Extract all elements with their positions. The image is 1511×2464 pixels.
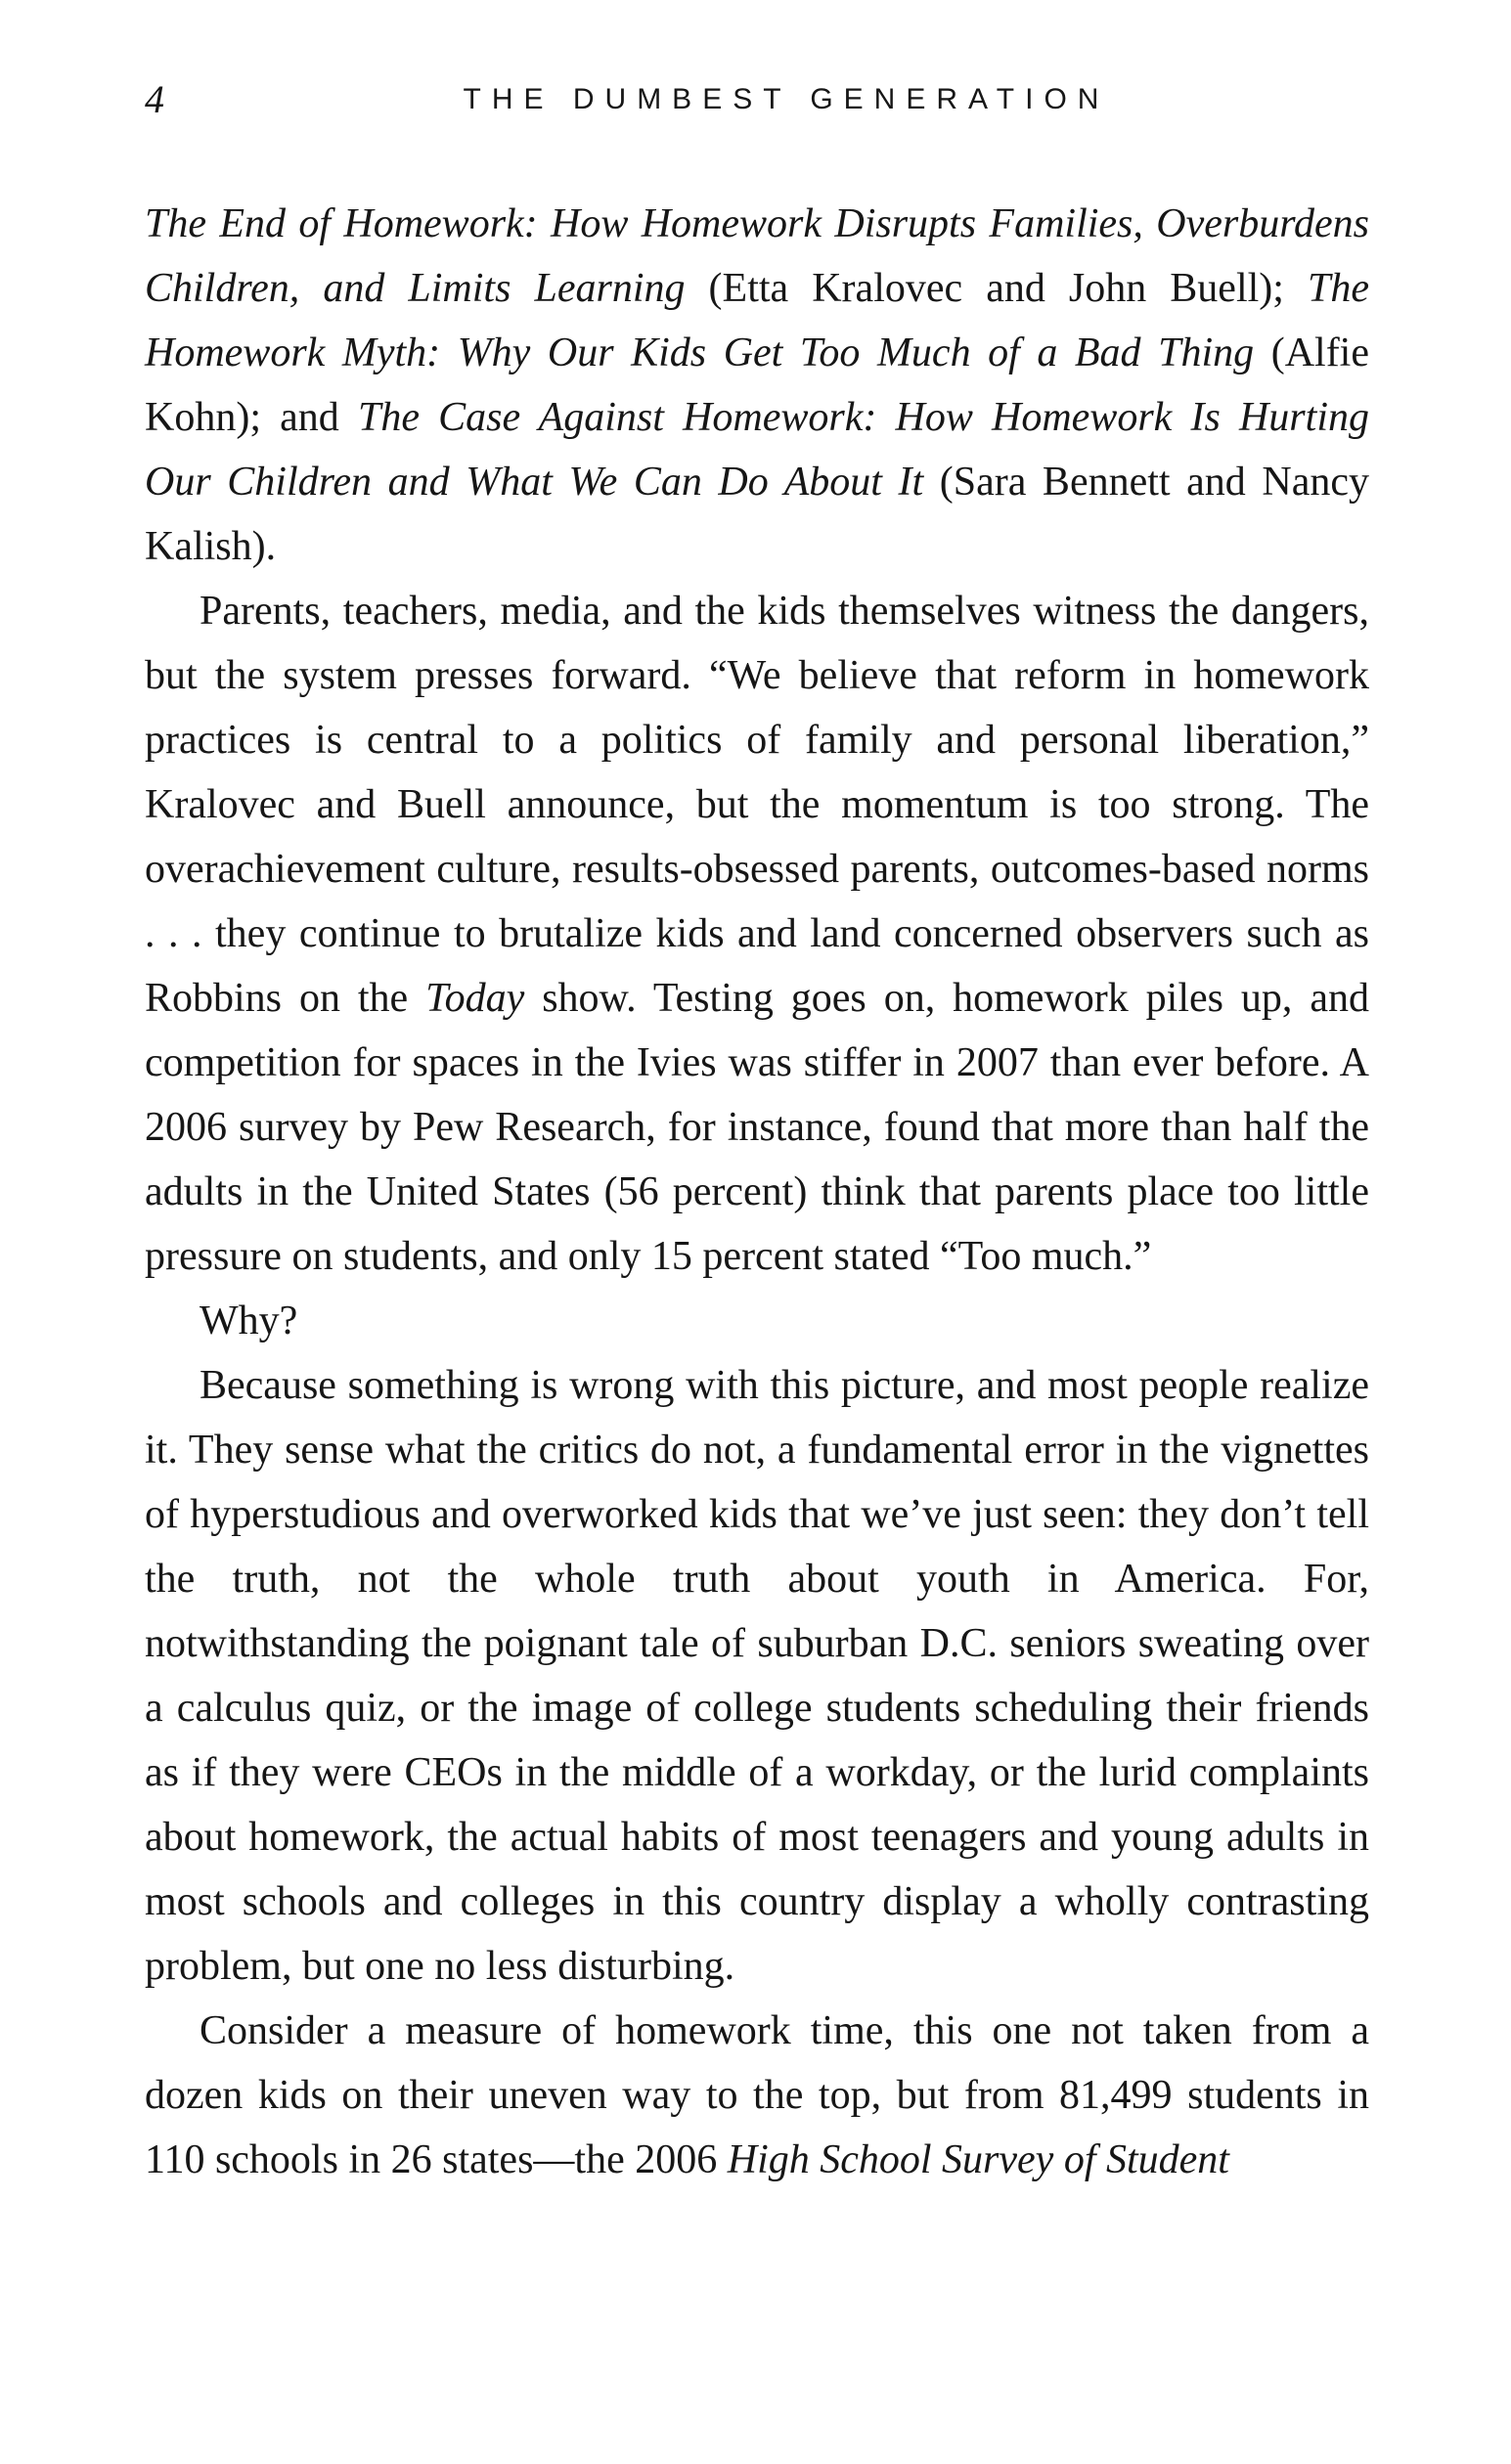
- book-title: The Case Against Homework: How Homework Is Hurting Our Children and What We Can Do About It: [145, 395, 1369, 505]
- page-number: 4: [145, 77, 164, 121]
- book-authors: (Alfie Kohn); and: [145, 330, 1369, 440]
- paragraph-homework-measure: [145, 1999, 1369, 2192]
- survey-title: High School Survey of Student: [727, 2137, 1229, 2182]
- show-title: Today: [425, 976, 525, 1021]
- paragraph-text: Parents, teachers, media, and the kids themselves witness the dangers, but the system presses forward. “We believe that reform in homework practices is central to a politics of family and personal liberation,” Kralovec and Buell announce, but the momentum is too strong. The overachievement culture, results-obsessed parents, outcomes-based norms . . . they continue to brutalize kids and land concerned observers such as Robbins on the: [145, 589, 1369, 1021]
- page-header: [145, 70, 1369, 129]
- book-title: The Homework Myth: Why Our Kids Get Too Much of a Bad Thing: [145, 266, 1369, 375]
- paragraph-text: Consider a measure of homework time, this one not taken from a dozen kids on their uneven way to the top, but from 81,499 students in 110 schools in 26 states—the 2006: [145, 2008, 1369, 2182]
- paragraph-text: show. Testing goes on, homework piles up, and competition for spaces in the Ivies was stiffer in 2007 than ever before. A 2006 survey by Pew Research, for instance, found that more than half the adults in the United States (56 percent) think that parents place too little pressure on students, and only 15 percent stated “Too much.”: [145, 976, 1369, 1279]
- paragraph-book-list: [145, 192, 1369, 579]
- book-authors: (Sara Bennett and Nancy Kalish).: [145, 460, 1369, 569]
- paragraph-wrong-picture: Because something is wrong with this picture, and most people realize it. They sense what the critics do not, a fundamental error in the vignettes of hyperstudious and overworked kids that we’ve just seen: they don’t tell the truth, not the whole truth about youth in America. For, notwithstanding the poignant tale of suburban D.C. seniors sweating over a calculus quiz, or the image of college students scheduling their friends as if they were CEOs in the middle of a workday, or the lurid complaints about homework, the actual habits of most teenagers and young adults in most schools and colleges in this country display a wholly contrasting problem, but one no less disturbing.: [145, 1363, 1369, 1989]
- body-text: [145, 192, 1369, 2192]
- running-head: THE DUMBEST GENERATION: [463, 83, 1110, 115]
- book-authors: (Etta Kralovec and John Buell);: [685, 266, 1308, 311]
- book-title: The End of Homework: How Homework Disrupts Families, Overburdens Children, and Limits Learning: [145, 201, 1369, 311]
- paragraph-system-presses: [145, 579, 1369, 1289]
- paragraph-why: Why?: [200, 1298, 298, 1343]
